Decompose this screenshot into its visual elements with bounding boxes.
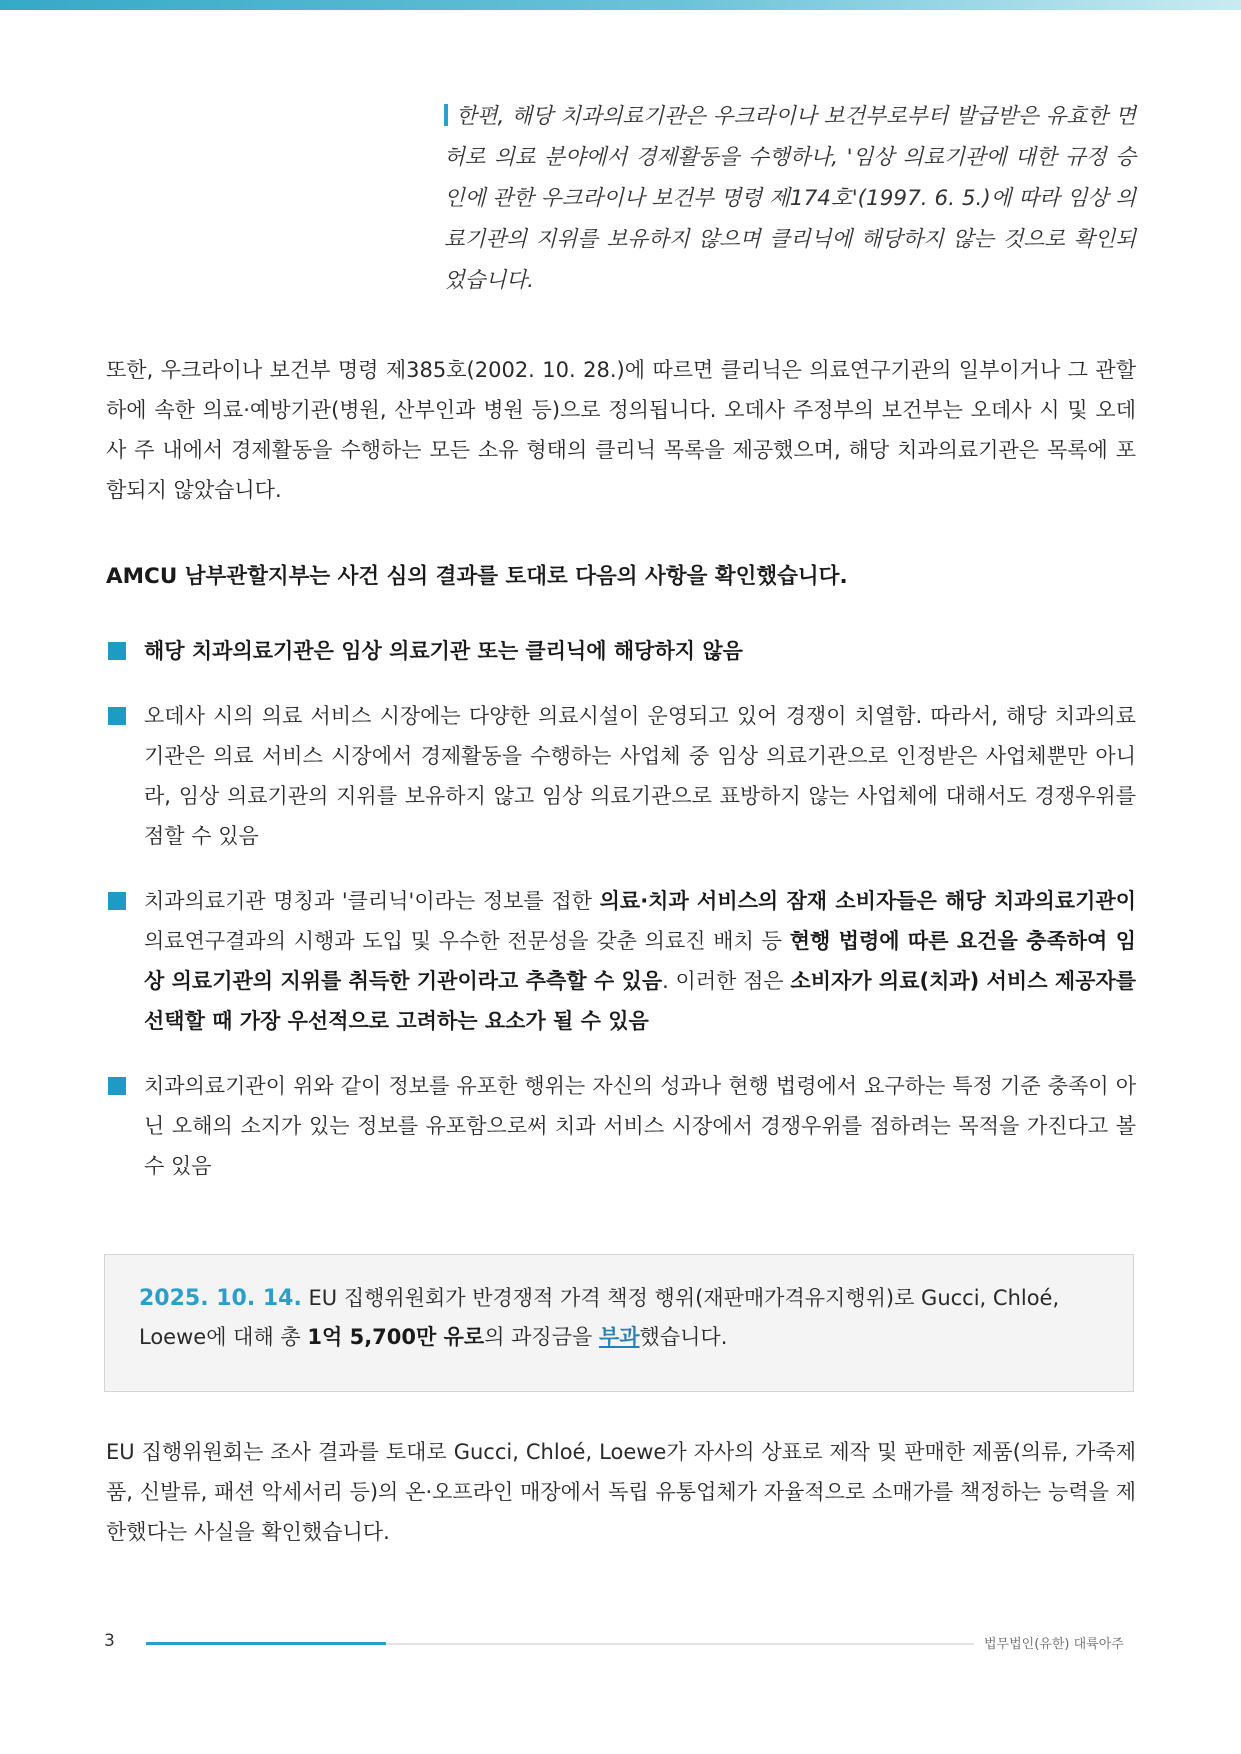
quote-block — [444, 96, 1136, 301]
paragraph-clinic-definition: 또한, 우크라이나 보건부 명령 제385호(2002. 10. 28.)에 따르면 클리닉은 의료연구기관의 일부이거나 그 관할 하에 속한 의료·예방기관(병원, 산부인과 병원 등)으로 정의됩니다. 오데사 주정부의 보건부는 오데사 시 및 오데사 주 내에서 경제활동을 수행하는 모든 소유 형태의 클리닉 목록을 제공했으며, 해당 치과의료기관은 목록에 포함되지 않았습니다. — [106, 358, 1136, 502]
news-text: 의 과징금을 — [484, 1325, 599, 1349]
square-bullet-icon — [108, 642, 126, 660]
news-box — [104, 1254, 1134, 1392]
findings-list — [106, 631, 1136, 1186]
square-bullet-icon — [108, 892, 126, 910]
news-amount: 1억 5,700만 유로 — [307, 1325, 485, 1349]
list-item-text: 해당 치과의료기관은 임상 의료기관 또는 클리닉에 해당하지 않음 — [144, 639, 743, 663]
list-item-text: 의료연구결과의 시행과 도입 및 우수한 전문성을 갖춘 의료진 배치 등 — [144, 929, 790, 953]
quote-bar-icon — [444, 104, 448, 126]
list-item-emphasis: 현행 법령에 따른 요건을 충족하여 임상 의료기관의 지위를 취득한 기관이라고 추측할 수 있음 — [144, 929, 1136, 993]
quote-text: 한편, 해당 치과의료기관은 우크라이나 보건부로부터 발급받은 유효한 면허로 의료 분야에서 경제활동을 수행하나, '임상 의료기관에 대한 규정 승인에 관한 우크라이나 보건부 명령 제174호'(1997. 6. 5.)에 따라 임상 의료기관의 지위를 보유하지 않으며 클리닉에 해당하지 않는 것으로 확인되었습니다. — [444, 104, 1136, 293]
findings-heading: AMCU 남부관할지부는 사건 심의 결과를 토대로 다음의 사항을 확인했습니다. — [106, 564, 848, 589]
list-item — [106, 631, 1136, 671]
list-item — [106, 696, 1136, 856]
footer-firm-name: 법무법인(유한) 대륙아주 — [984, 1637, 1124, 1652]
list-item — [106, 1066, 1136, 1186]
page-number: 3 — [104, 1631, 115, 1651]
list-item-emphasis: 소비자가 의료(치과) 서비스 제공자를 선택할 때 가장 우선적으로 고려하는 요소가 될 수 있음 — [144, 969, 1136, 1033]
list-item — [106, 881, 1136, 1041]
paragraph-eu-findings: EU 집행위원회는 조사 결과를 토대로 Gucci, Chloé, Loewe가 자사의 상표로 제작 및 판매한 제품(의류, 가죽제품, 신발류, 패션 악세서리 등)의 온·오프라인 매장에서 독립 유통업체가 자율적으로 소매가를 책정하는 능력을 제한했다는 사실을 확인했습니다. — [106, 1440, 1136, 1544]
square-bullet-icon — [108, 707, 126, 725]
list-item-text: 오데사 시의 의료 서비스 시장에는 다양한 의료시설이 운영되고 있어 경쟁이 치열함. 따라서, 해당 치과의료기관은 의료 서비스 시장에서 경제활동을 수행하는 사업체 중 임상 의료기관으로 인정받은 사업체뿐만 아니라, 임상 의료기관의 지위를 보유하지 않고 임상 의료기관으로 표방하지 않는 사업체에 대해서도 경쟁우위를 점할 수 있음 — [144, 704, 1136, 848]
square-bullet-icon — [108, 1077, 126, 1095]
news-date: 2025. 10. 14. — [139, 1286, 302, 1311]
list-item-text: 치과의료기관이 위와 같이 정보를 유포한 행위는 자신의 성과나 현행 법령에서 요구하는 특정 기준 충족이 아닌 오해의 소지가 있는 정보를 유포함으로써 치과 서비스 시장에서 경쟁우위를 점하려는 목적을 가진다고 볼 수 있음 — [144, 1074, 1136, 1178]
news-text: 했습니다. — [639, 1325, 728, 1349]
top-accent-bar — [0, 0, 1241, 10]
news-link[interactable]: 부과 — [598, 1325, 640, 1349]
news-text: EU 집행위원회가 반경쟁적 가격 책정 행위(재판매가격유지행위)로 Gucci, Chloé, Loewe에 대해 총 — [139, 1286, 1060, 1349]
list-item-emphasis: 의료·치과 서비스의 잠재 소비자들은 해당 치과의료기관이 — [599, 889, 1136, 913]
footer-divider-accent — [146, 1642, 386, 1645]
list-item-text: 치과의료기관 명칭과 '클리닉'이라는 정보를 접한 — [144, 889, 600, 913]
list-item-text: . 이러한 점은 — [662, 969, 791, 993]
